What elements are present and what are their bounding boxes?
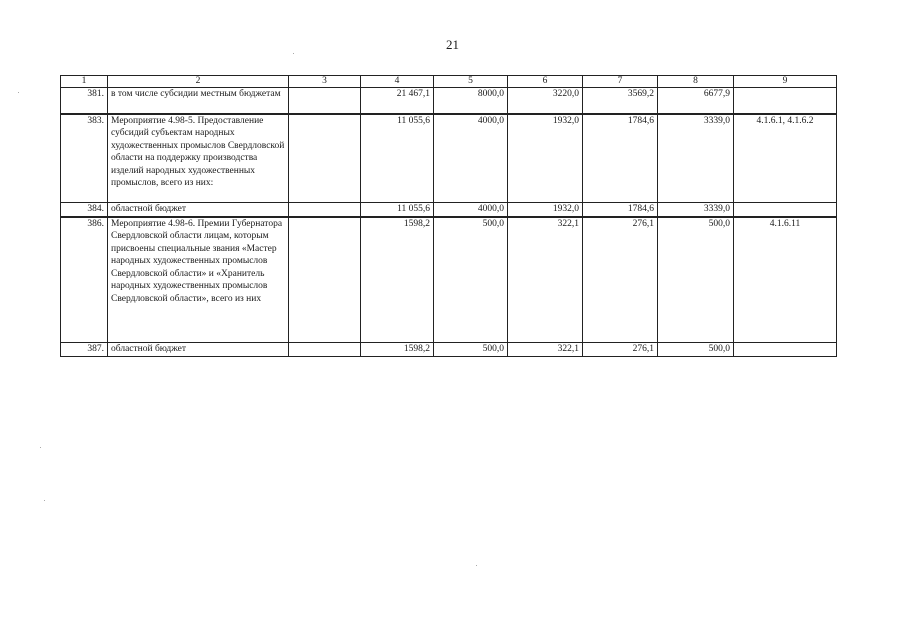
column-header: 9 <box>734 76 837 88</box>
budget-table <box>60 75 837 357</box>
cell-col7: 1784,6 <box>583 203 658 217</box>
scan-speck <box>44 500 45 501</box>
cell-col5: 500,0 <box>434 217 508 343</box>
row-name: Мероприятие 4.98-5. Предоставление субсидий субъектам народных художественных промыслов Свердловской области на поддержку производства изделий народных художественных промыслов, всего из них: <box>108 114 289 203</box>
row-name: в том числе субсидии местным бюджетам <box>108 88 289 114</box>
cell-col7: 1784,6 <box>583 114 658 203</box>
table-row <box>61 88 837 114</box>
row-name: областной бюджет <box>108 343 289 357</box>
column-header: 6 <box>508 76 583 88</box>
cell-col9 <box>734 203 837 217</box>
cell-col7: 3569,2 <box>583 88 658 114</box>
scan-speck <box>40 447 41 448</box>
cell-col7: 276,1 <box>583 343 658 357</box>
table-row <box>61 343 837 357</box>
table-row <box>61 114 837 203</box>
table-row <box>61 203 837 217</box>
column-header: 5 <box>434 76 508 88</box>
cell-col7: 276,1 <box>583 217 658 343</box>
cell-col3 <box>289 217 361 343</box>
cell-col8: 3339,0 <box>658 203 734 217</box>
cell-col6: 322,1 <box>508 217 583 343</box>
cell-col4: 1598,2 <box>361 217 434 343</box>
cell-col4: 21 467,1 <box>361 88 434 114</box>
cell-col8: 500,0 <box>658 343 734 357</box>
cell-col6: 322,1 <box>508 343 583 357</box>
scan-speck <box>293 53 294 54</box>
cell-col9: 4.1.6.11 <box>734 217 837 343</box>
row-number: 381. <box>61 88 108 114</box>
scan-speck <box>476 565 477 566</box>
scan-speck <box>18 92 19 93</box>
cell-col5: 8000,0 <box>434 88 508 114</box>
column-header: 4 <box>361 76 434 88</box>
cell-col8: 6677,9 <box>658 88 734 114</box>
cell-col9 <box>734 88 837 114</box>
row-number: 386. <box>61 217 108 343</box>
cell-col3 <box>289 114 361 203</box>
row-name: областной бюджет <box>108 203 289 217</box>
cell-col6: 1932,0 <box>508 114 583 203</box>
row-name: Мероприятие 4.98-6. Премии Губернатора Свердловской области лицам, которым присвоены специальные звания «Мастер народных художественных промыслов Свердловской области» и «Хранитель народных художественных промыслов Свердловской области», всего из них <box>108 217 289 343</box>
cell-col3 <box>289 343 361 357</box>
cell-col4: 11 055,6 <box>361 203 434 217</box>
row-number: 384. <box>61 203 108 217</box>
row-number: 387. <box>61 343 108 357</box>
table-row <box>61 217 837 343</box>
column-header: 2 <box>108 76 289 88</box>
cell-col4: 11 055,6 <box>361 114 434 203</box>
cell-col9 <box>734 343 837 357</box>
cell-col9: 4.1.6.1, 4.1.6.2 <box>734 114 837 203</box>
column-header: 3 <box>289 76 361 88</box>
header-row <box>61 76 837 88</box>
cell-col8: 3339,0 <box>658 114 734 203</box>
page-number: 21 <box>446 37 459 52</box>
cell-col6: 1932,0 <box>508 203 583 217</box>
cell-col3 <box>289 203 361 217</box>
column-header: 7 <box>583 76 658 88</box>
cell-col4: 1598,2 <box>361 343 434 357</box>
cell-col8: 500,0 <box>658 217 734 343</box>
cell-col5: 4000,0 <box>434 203 508 217</box>
cell-col6: 3220,0 <box>508 88 583 114</box>
cell-col5: 500,0 <box>434 343 508 357</box>
column-header: 8 <box>658 76 734 88</box>
column-header: 1 <box>61 76 108 88</box>
row-number: 383. <box>61 114 108 203</box>
cell-col5: 4000,0 <box>434 114 508 203</box>
cell-col3 <box>289 88 361 114</box>
